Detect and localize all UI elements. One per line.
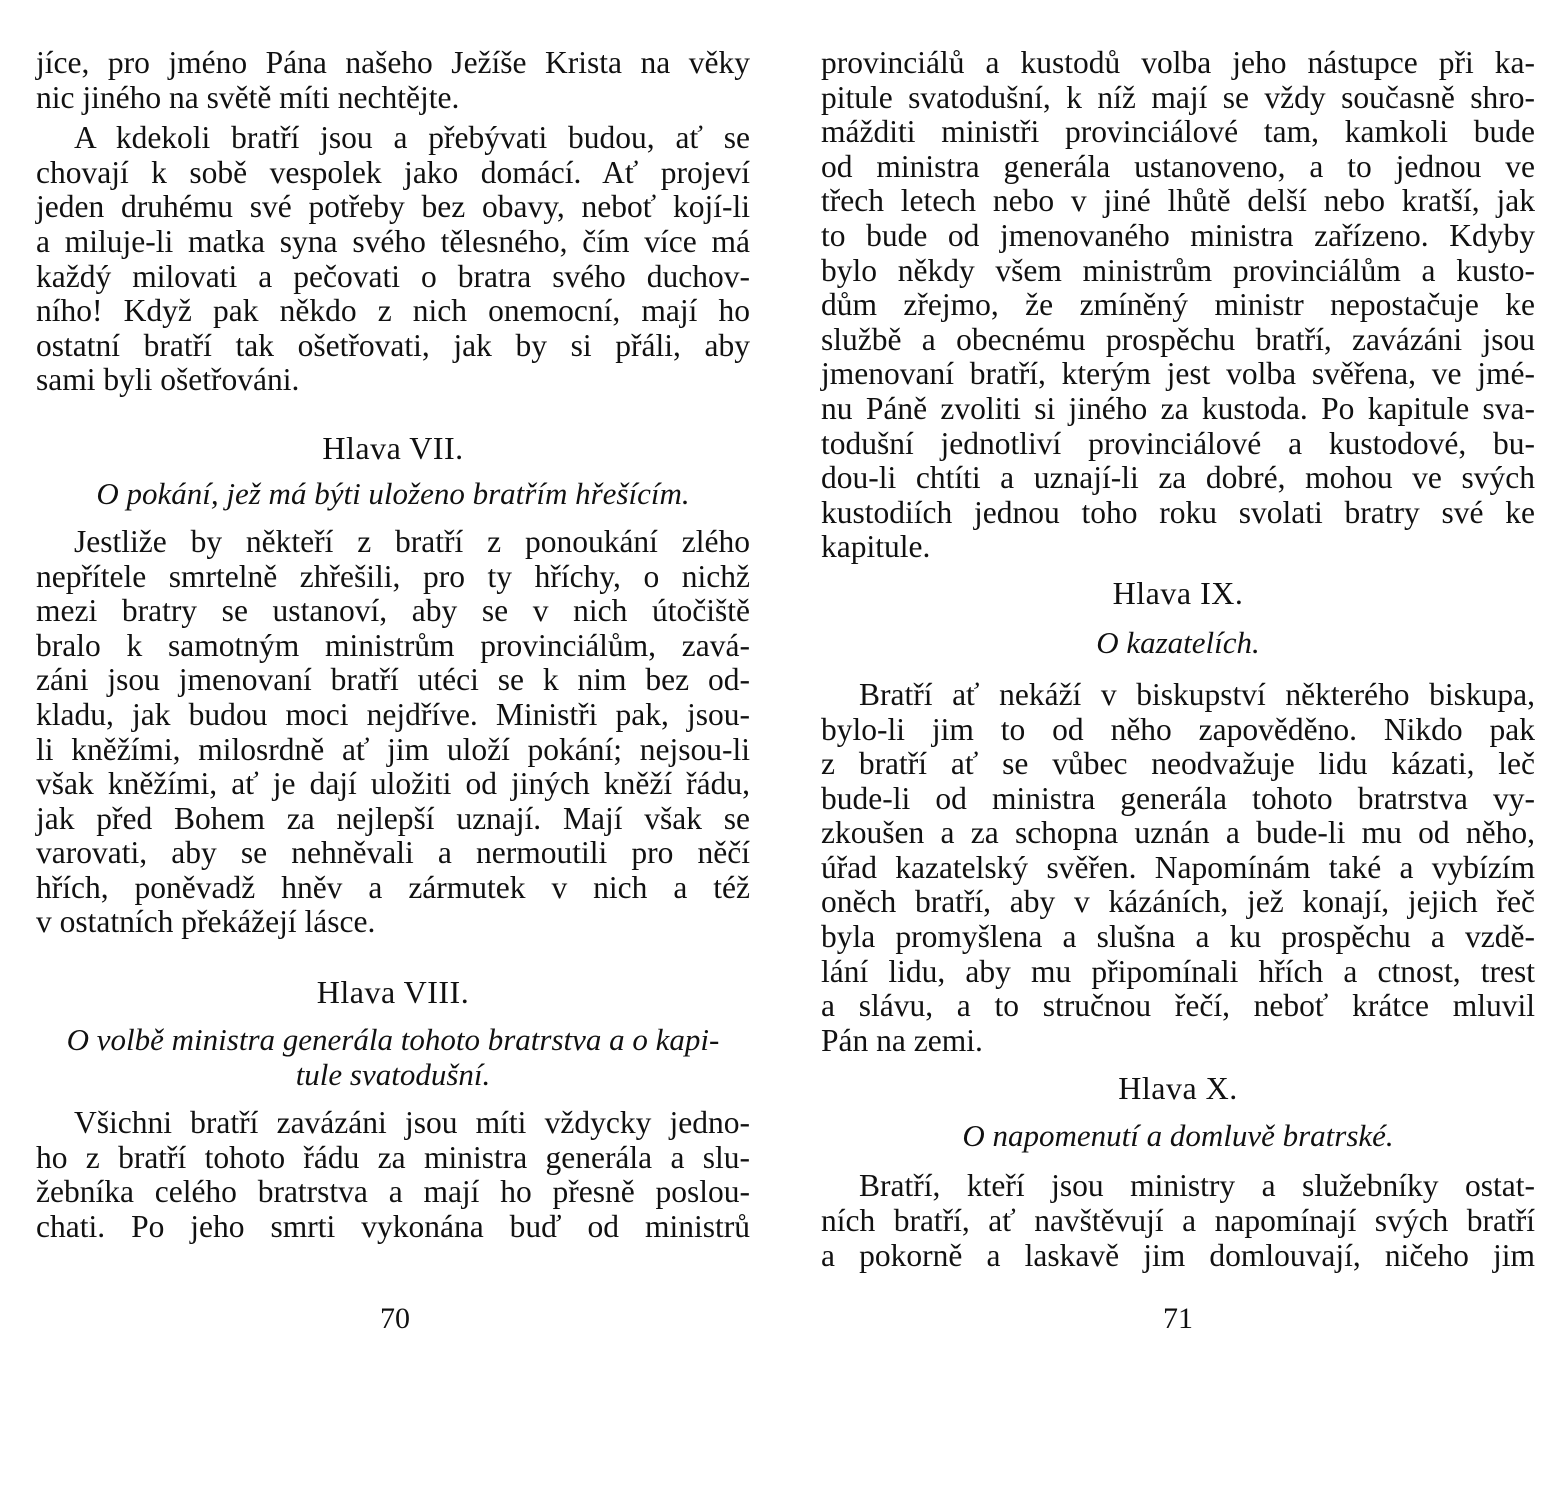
text-line: z bratří ať se vůbec neodvažuje lidu kázati, leč xyxy=(821,746,1535,782)
text-line: chati. Po jeho smrti vykonána buď od ministrů xyxy=(36,1208,750,1244)
text-line: pitule svatodušní, k níž mají se vždy současně shro- xyxy=(821,79,1535,115)
chapter-subtitle: O pokání, jež má býti uloženo bratřím hřešícím. xyxy=(96,475,690,511)
text-line: chovají k sobě vespolek jako domácí. Ať projeví xyxy=(36,154,750,190)
text-line: jak před Bohem za nejlepší uznají. Mají však se xyxy=(36,800,750,836)
paragraph xyxy=(36,1106,750,1244)
paragraph xyxy=(36,121,750,398)
chapter-heading: Hlava VII. xyxy=(322,429,464,466)
text-line: Jestliže by někteří z bratří z ponoukání zlého xyxy=(74,523,750,559)
text-line: nepřítele smrtelně zhřešili, pro ty hříchy, o nichž xyxy=(36,558,750,594)
paragraph xyxy=(821,678,1535,1059)
chapter-subtitle: tule svatodušní. xyxy=(295,1057,491,1093)
text-line: hřích, poněvadž hněv a zármutek v nich a též xyxy=(36,869,750,905)
text-line: dům zřejmo, že zmíněný ministr nepostačuje ke xyxy=(821,287,1535,323)
text-line: ních bratří, ať navštěvují a napomínají svých bratří xyxy=(821,1203,1535,1239)
text-line: nu Páně zvoliti si jiného za kustoda. Po kapitule sva- xyxy=(821,390,1535,426)
text-line: a pokorně a laskavě jim domlouvají, ničeho jim xyxy=(821,1237,1535,1273)
text-line: kapitule. xyxy=(821,529,931,565)
text-line: A kdekoli bratří jsou a přebývati budou, ať se xyxy=(74,120,750,156)
text-line: od ministra generála ustanoveno, a to jednou ve xyxy=(821,148,1535,184)
text-line: ho z bratří tohoto řádu za ministra generála a slu- xyxy=(36,1139,750,1175)
text-line: kustodiích jednou toho roku svolati bratry své ke xyxy=(821,494,1535,530)
text-line: a miluje-li matka syna svého tělesného, čím více má xyxy=(36,223,750,259)
paragraph xyxy=(821,46,1535,565)
text-line: varovati, aby se nehněvali a nermoutili pro něčí xyxy=(36,835,750,871)
text-line: Bratří ať nekáží v biskupství některého biskupa, xyxy=(859,676,1535,712)
paragraph xyxy=(36,525,750,940)
left-page xyxy=(36,46,750,1244)
text-line: nic jiného na světě míti nechtějte. xyxy=(36,79,460,115)
chapter-heading: Hlava IX. xyxy=(1112,574,1244,611)
text-line: úřad kazatelský svěřen. Napomínám také a vybízím xyxy=(821,849,1535,885)
text-line: lání lidu, aby mu připomínali hřích a ctnost, trest xyxy=(821,953,1535,989)
text-line: bylo někdy všem ministrům provinciálům a kusto- xyxy=(821,252,1535,288)
text-line: ního! Když pak někdo z nich onemocní, mají ho xyxy=(36,293,750,329)
text-line: službě a obecnému prospěchu bratří, zavázáni jsou xyxy=(821,321,1535,357)
chapter-subtitle: O kazatelích. xyxy=(1096,624,1260,660)
text-line: ostatní bratří tak ošetřovati, jak by si přáli, aby xyxy=(36,327,750,363)
text-line: záni jsou jmenovaní bratří utéci se k nim bez od- xyxy=(36,662,750,698)
text-line: v ostatních překážejí lásce. xyxy=(36,904,376,940)
text-line: mážditi ministři provinciálové tam, kamkoli bude xyxy=(821,114,1535,150)
text-line: bylo-li jim to od něho zapověděno. Nikdo pak xyxy=(821,711,1535,747)
right-page xyxy=(821,46,1535,1273)
text-line: jmenovaní bratří, kterým jest volba svěřena, ve jmé- xyxy=(821,356,1535,392)
text-line: jeden druhému své potřeby bez obavy, neboť kojí-li xyxy=(36,189,750,225)
text-line: žebníka celého bratrstva a mají ho přesně poslou- xyxy=(36,1174,750,1210)
page-number: 70 xyxy=(380,1302,410,1335)
text-line: todušní jednotliví provinciálové a kustodové, bu- xyxy=(821,425,1535,461)
paragraph xyxy=(821,1169,1535,1273)
chapter-subtitle: O napomenutí a domluvě bratrské. xyxy=(962,1118,1394,1154)
text-line: každý milovati a pečovati o bratra svého duchov- xyxy=(36,258,750,294)
text-line: to bude od jmenovaného ministra zařízeno. Kdyby xyxy=(821,217,1535,253)
text-line: dou-li chtíti a uznají-li za dobré, mohou ve svých xyxy=(821,460,1535,496)
text-line: provinciálů a kustodů volba jeho nástupce při ka- xyxy=(821,45,1535,80)
text-line: bude-li od ministra generála tohoto bratrstva vy- xyxy=(821,780,1535,816)
text-line: sami byli ošetřováni. xyxy=(36,362,300,398)
text-line: byla promyšlena a slušna a ku prospěchu a vzdě- xyxy=(821,919,1535,955)
text-line: a slávu, a to stručnou řečí, neboť krátce mluvil xyxy=(821,988,1535,1024)
text-line: kladu, jak budou moci nejdříve. Ministři pak, jsou- xyxy=(36,696,750,732)
chapter-heading: Hlava X. xyxy=(1118,1070,1238,1107)
text-line: jíce, pro jméno Pána našeho Ježíše Krista na věky xyxy=(36,45,750,80)
text-line: Pán na zemi. xyxy=(821,1022,983,1058)
text-line: bralo k samotným ministrům provinciálům, zavá- xyxy=(36,627,750,663)
text-line: oněch bratří, aby v kázáních, jež konají, jejich řeč xyxy=(821,884,1535,920)
page-number: 71 xyxy=(1163,1302,1193,1335)
text-line: třech letech nebo v jiné lhůtě delší nebo kratší, jak xyxy=(821,183,1535,219)
text-line: mezi bratry se ustanoví, aby se v nich útočiště xyxy=(36,593,750,629)
text-line: Všichni bratří zavázáni jsou míti vždycky jedno- xyxy=(74,1105,750,1141)
text-line: však kněžími, ať je dají uložiti od jiných kněží řádu, xyxy=(36,766,750,802)
chapter-heading: Hlava VIII. xyxy=(316,974,470,1011)
chapter-subtitle: O volbě ministra generála tohoto bratrstva a o kapi- xyxy=(66,1022,720,1058)
text-line: li kněžími, milosrdně ať jim uloží pokání; nejsou-li xyxy=(36,731,750,767)
text-line: zkoušen a za schopna uznán a bude-li mu od něho, xyxy=(821,815,1535,851)
paragraph xyxy=(36,46,750,115)
text-line: Bratří, kteří jsou ministry a služebníky ostat- xyxy=(859,1168,1535,1204)
